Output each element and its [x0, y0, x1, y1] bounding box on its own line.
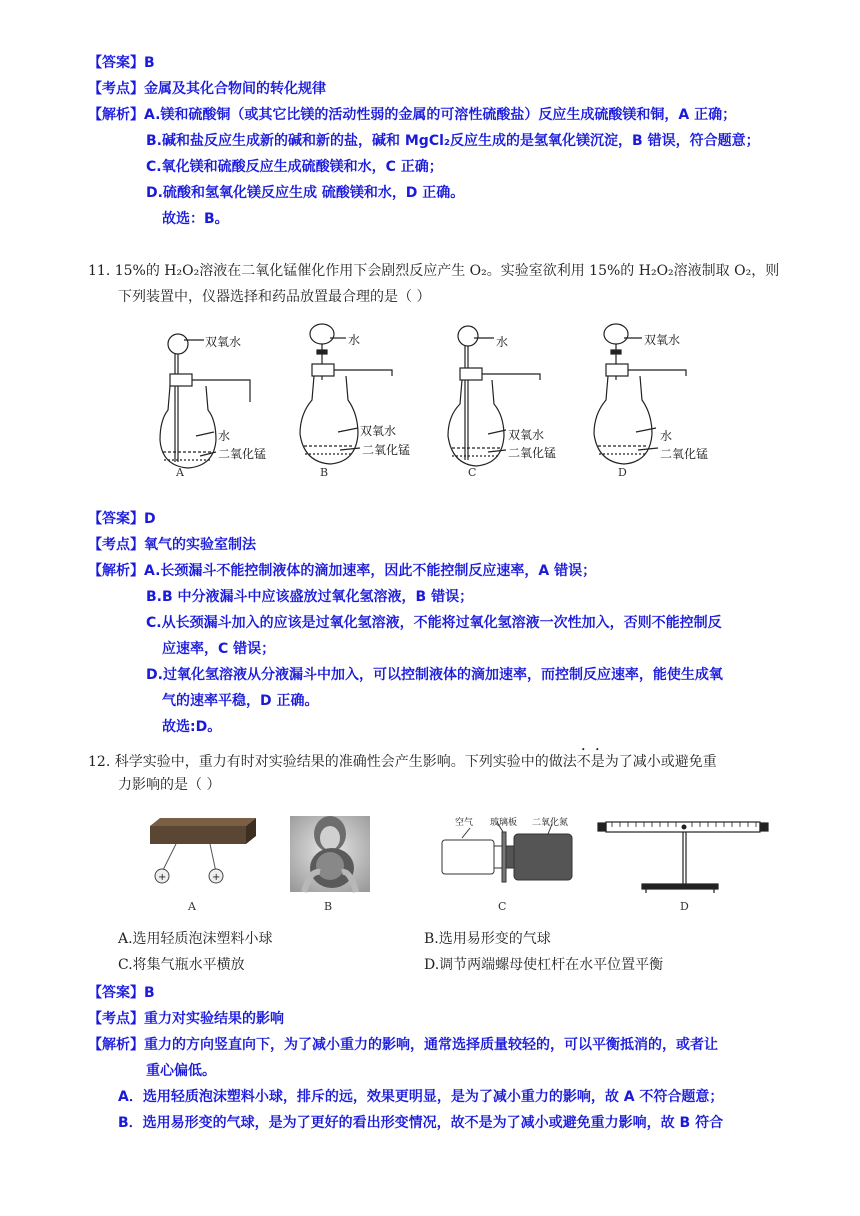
q12-stem: 力影响的是（ ） [118, 777, 221, 793]
apparatus-a-letter: A [176, 466, 184, 479]
q11-answer: 【答案】D [88, 511, 156, 527]
apparatus-c-solid-label: 二氧化锰 [508, 446, 557, 460]
q11-analysis-line: 气的速率平稳，D 正确。 [162, 693, 319, 709]
q11-analysis-line: 【解析】A.长颈漏斗不能控制液体的滴加速率，因此不能控制反应速率，A 错误； [88, 563, 597, 579]
apparatus-d-funnel-label: 双氧水 [644, 333, 681, 347]
apparatus-b-solid-label: 二氧化锰 [362, 443, 411, 457]
q12-option-b: B.选用易形变的气球 [424, 931, 551, 947]
figure-c-glass-label: 玻璃板 [490, 818, 518, 828]
q12-option-c: C.将集气瓶水平横放 [118, 957, 245, 973]
q12-analysis-line: A．选用轻质泡沫塑料小球，排斥的远，效果更明显，是为了减小重力的影响，故 A 不符合题意； [118, 1089, 724, 1105]
q11-analysis-line: B.B 中分液漏斗中应该盛放过氧化氢溶液，B 错误； [146, 589, 474, 605]
q11-analysis-line: 应速率，C 错误； [162, 641, 276, 657]
apparatus-a-solid-label: 二氧化锰 [218, 447, 267, 461]
apparatus-c-funnel-label: 水 [496, 335, 509, 349]
apparatus-c-liquid-label: 双氧水 [508, 428, 545, 442]
q12-emphasis: 不是 [576, 754, 605, 770]
q11-stem: 11. 15%的 H₂O₂溶液在二氧化锰催化作用下会剧烈反应产生 O₂。实验室欲利用 15%的 H₂O₂溶液制取 O₂，则 [88, 263, 780, 279]
svg-text:+: + [158, 872, 167, 883]
q11-stem: 下列装置中，仪器选择和药品放置最合理的是（ ） [118, 289, 431, 305]
q12-option-a: A.选用轻质泡沫塑料小球 [118, 931, 273, 947]
q12-answer: 【答案】B [88, 985, 155, 1001]
apparatus-a-liquid-label: 水 [218, 429, 231, 443]
q12-analysis-line: 重心偏低。 [146, 1063, 216, 1079]
q10-analysis-line: B.碱和盐反应生成新的碱和新的盐，碱和 MgCl₂反应生成的是氢氧化镁沉淀，B 错误，符合题意； [146, 133, 760, 149]
svg-text:+: + [212, 872, 221, 883]
apparatus-b-liquid-label: 双氧水 [360, 424, 397, 438]
q11-analysis-line: 故选:D。 [162, 719, 222, 735]
apparatus-d-solid-label: 二氧化锰 [660, 447, 709, 461]
q10-analysis-line: 【解析】A.镁和硫酸铜（或其它比镁的活动性弱的金属的可溶性硫酸盐）反应生成硫酸镁和铜，A 正确； [88, 107, 737, 123]
q10-answer: 【答案】B [88, 55, 155, 71]
q10-point: 【考点】金属及其化合物间的转化规律 [88, 81, 326, 97]
apparatus-b-funnel-label: 水 [348, 333, 361, 347]
q12-option-d: D.调节两端螺母使杠杆在水平位置平衡 [424, 957, 664, 973]
q10-analysis-line: D.硫酸和氢氧化镁反应生成 硫酸镁和水，D 正确。 [146, 185, 465, 201]
figure-d-letter: D [680, 900, 689, 913]
q12-stem: 12. 科学实验中，重力有时对实验结果的准确性会产生影响。下列实验中的做法不是为了减小或避免重 [88, 754, 717, 770]
q11-point: 【考点】氧气的实验室制法 [88, 537, 256, 553]
figure-c-gas-label: 二氧化氮 [532, 818, 569, 828]
figure-c-air-label: 空气 [455, 818, 474, 828]
q10-analysis-line: 故选：B。 [162, 211, 229, 227]
apparatus-b-letter: B [320, 466, 329, 479]
apparatus-d-liquid-label: 水 [660, 429, 673, 443]
figure-a-letter: A [188, 900, 196, 913]
q12-analysis-line: 【解析】重力的方向竖直向下，为了减小重力的影响，通常选择质量较轻的，可以平衡抵消的，或者让 [88, 1037, 718, 1053]
apparatus-d-letter: D [618, 466, 627, 479]
figure-c-letter: C [498, 900, 507, 913]
q12-analysis-line: B．选用易形变的气球，是为了更好的看出形变情况，故不是为了减小或避免重力影响，故 B 符合 [118, 1115, 724, 1131]
q11-analysis-line: D.过氧化氢溶液从分液漏斗中加入，可以控制液体的滴加速率，而控制反应速率，能使生成氧 [146, 667, 723, 683]
apparatus-a-funnel-label: 双氧水 [205, 335, 242, 349]
figure-d-drawing [0, 0, 1, 1]
q12-point: 【考点】重力对实验结果的影响 [88, 1011, 284, 1027]
q10-analysis-line: C.氧化镁和硫酸反应生成硫酸镁和水，C 正确； [146, 159, 443, 175]
q11-analysis-line: C.从长颈漏斗加入的应该是过氧化氢溶液，不能将过氧化氢溶液一次性加入，否则不能控制反 [146, 615, 722, 631]
figure-b-letter: B [324, 900, 333, 913]
apparatus-c-letter: C [468, 466, 477, 479]
